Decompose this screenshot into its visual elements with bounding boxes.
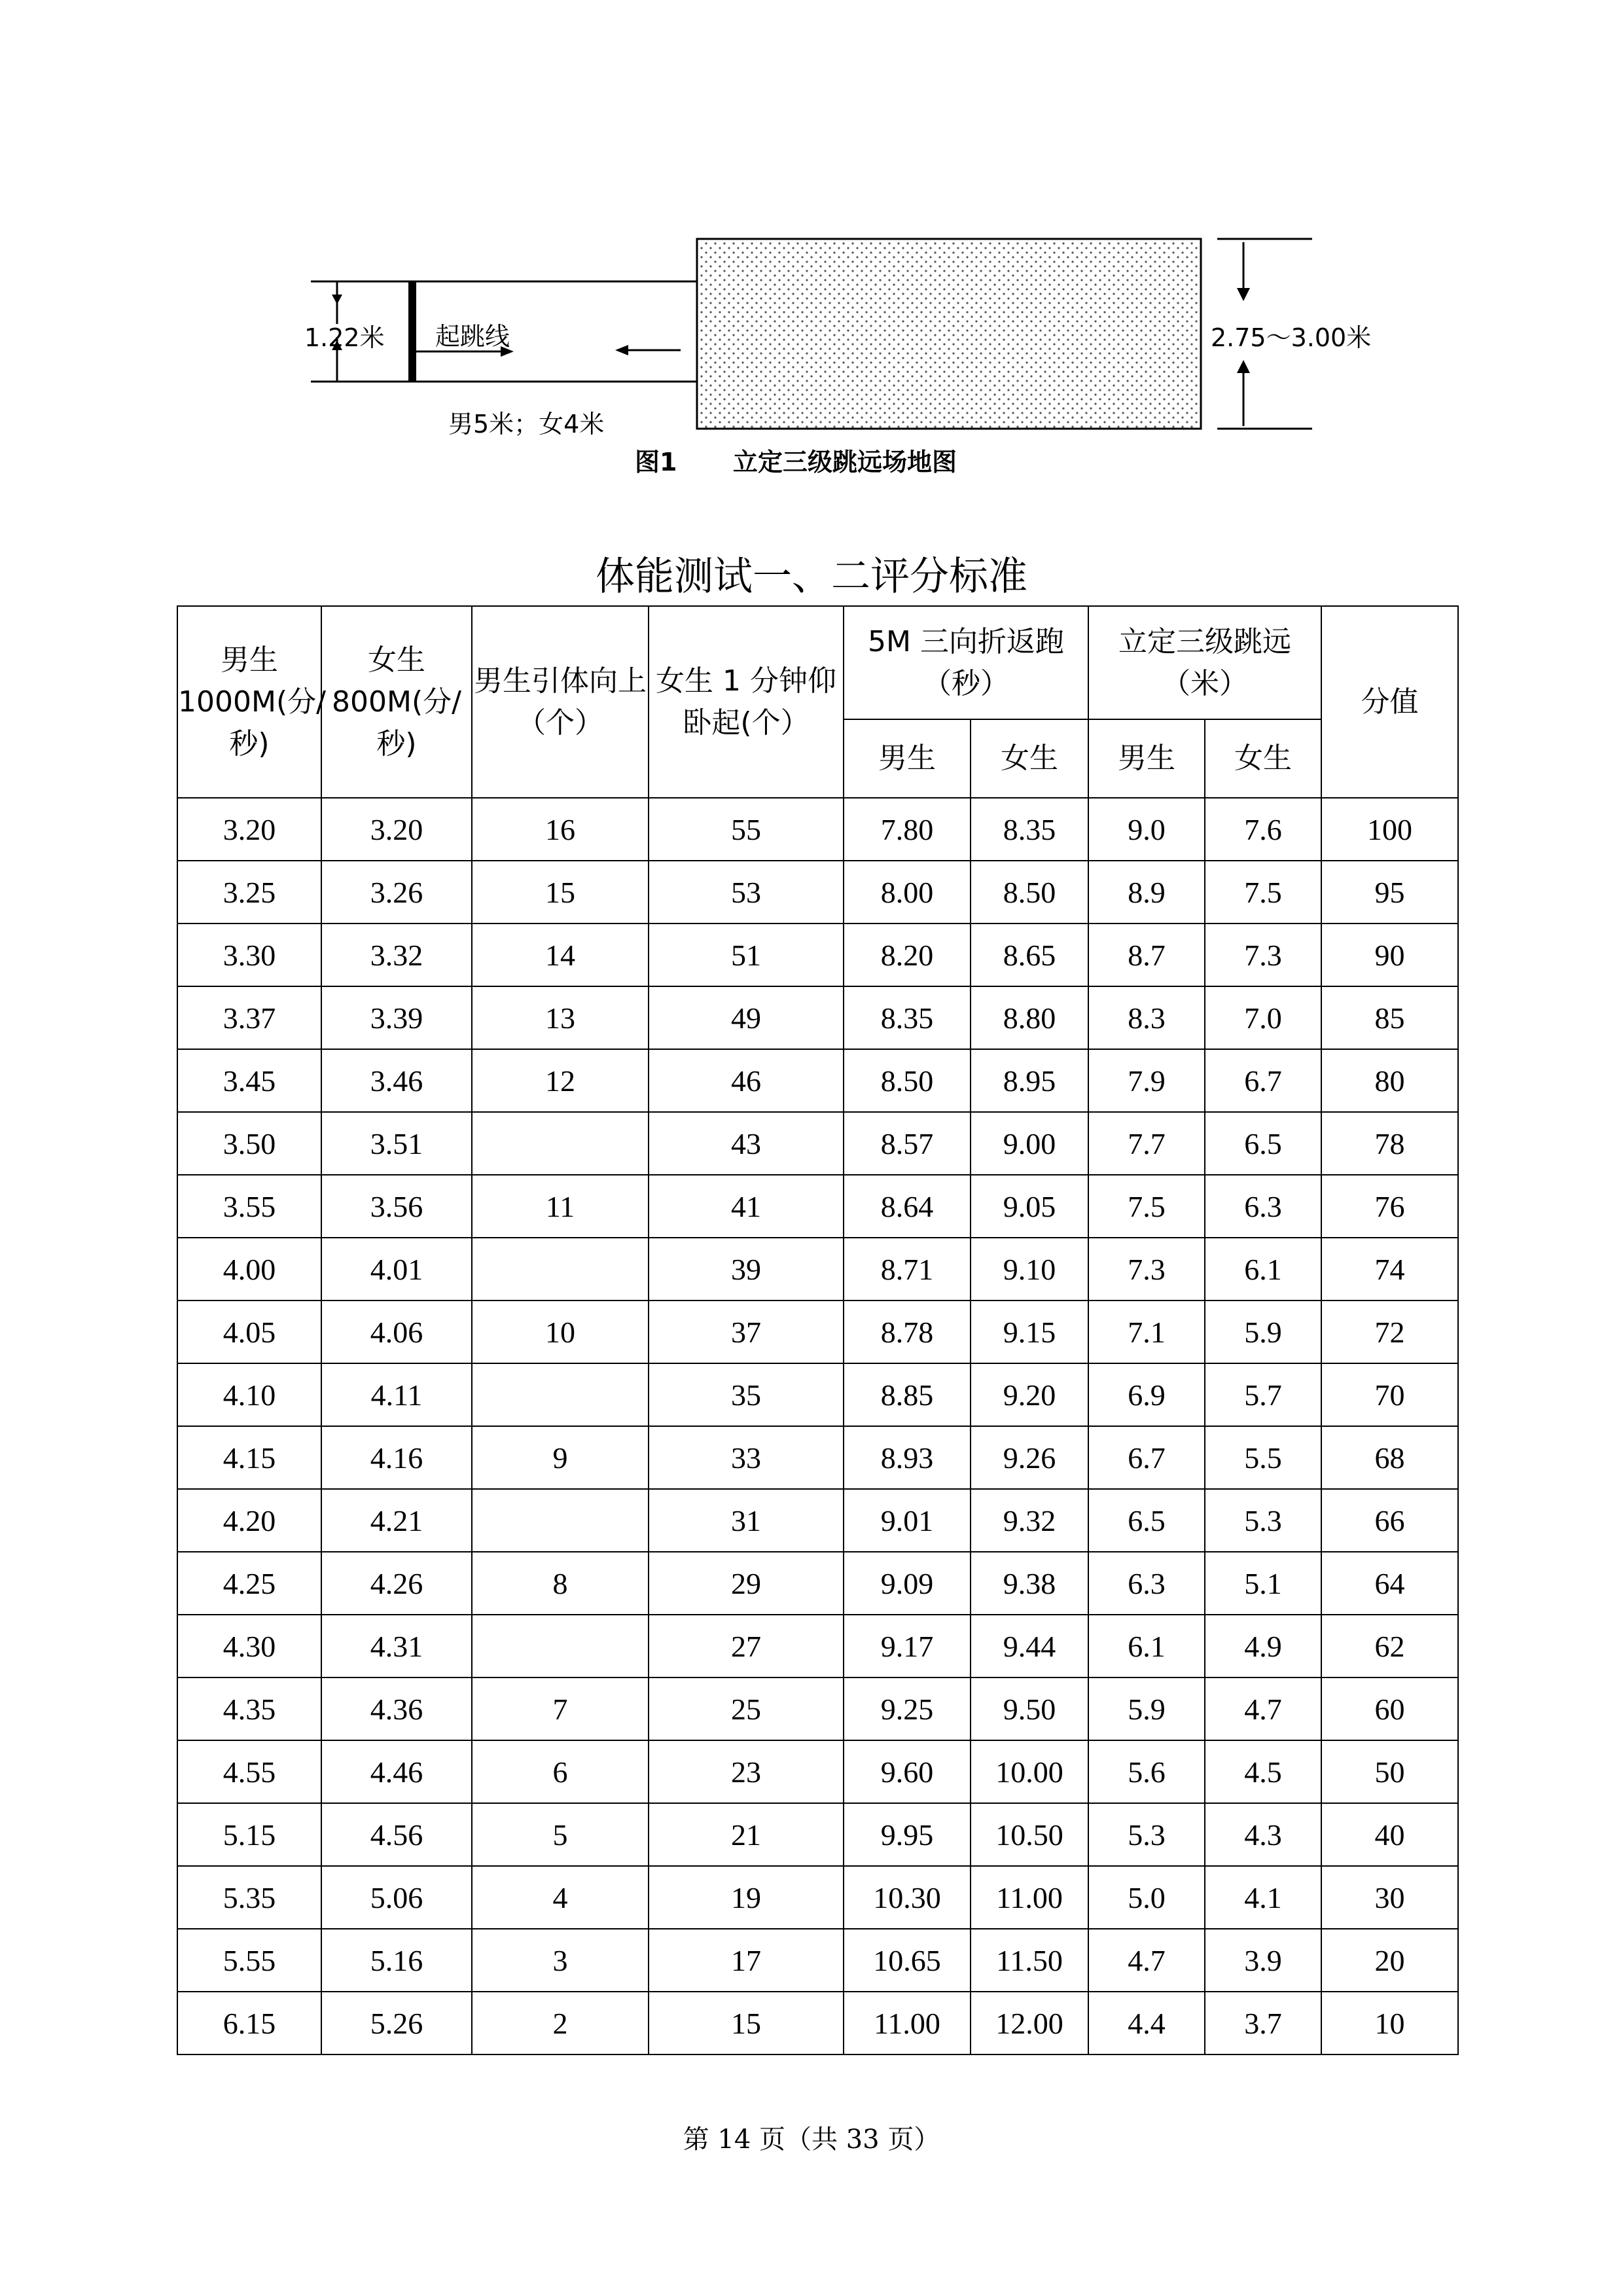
table-cell: 3.45 <box>177 1049 321 1112</box>
table-row <box>177 1866 1458 1929</box>
table-cell: 4.30 <box>177 1615 321 1677</box>
start-line-bar <box>408 281 416 382</box>
table-cell <box>472 1615 649 1677</box>
table-cell: 4.36 <box>321 1677 472 1740</box>
table-row <box>177 1238 1458 1300</box>
table-cell: 8.71 <box>844 1238 971 1300</box>
table-cell: 5.15 <box>177 1803 321 1866</box>
table-cell: 10 <box>472 1300 649 1363</box>
jump-field-figure <box>301 232 1387 488</box>
table-cell: 8.80 <box>971 986 1088 1049</box>
pit-width-label: 2.75～3.00米 <box>1211 323 1372 352</box>
table-cell: 15 <box>472 861 649 924</box>
table-cell: 5.06 <box>321 1866 472 1929</box>
table-cell: 5.16 <box>321 1929 472 1992</box>
table-cell: 10 <box>1321 1992 1458 2054</box>
table-cell: 7 <box>472 1677 649 1740</box>
table-cell: 5.0 <box>1088 1866 1205 1929</box>
table-cell: 9.0 <box>1088 798 1205 861</box>
header-female-situp: 女生 1 分钟仰卧起(个） <box>649 606 844 798</box>
table-cell: 19 <box>649 1866 844 1929</box>
table-cell: 4.16 <box>321 1426 472 1489</box>
table-row <box>177 798 1458 861</box>
table-cell: 5.3 <box>1088 1803 1205 1866</box>
table-cell: 8.50 <box>844 1049 971 1112</box>
table-row <box>177 986 1458 1049</box>
width-arrow-up-icon <box>1237 360 1250 373</box>
table-cell: 43 <box>649 1112 844 1175</box>
table-cell <box>472 1112 649 1175</box>
table-cell: 10.00 <box>971 1740 1088 1803</box>
table-cell: 5.26 <box>321 1992 472 2054</box>
table-cell: 6.5 <box>1088 1489 1205 1552</box>
table-cell: 6.1 <box>1205 1238 1321 1300</box>
table-cell: 6.9 <box>1088 1363 1205 1426</box>
table-cell: 4.01 <box>321 1238 472 1300</box>
table-cell: 4 <box>472 1866 649 1929</box>
table-cell: 3.46 <box>321 1049 472 1112</box>
table-cell: 5.35 <box>177 1866 321 1929</box>
table-cell: 11 <box>472 1175 649 1238</box>
table-cell: 9.15 <box>971 1300 1088 1363</box>
table-cell: 8.00 <box>844 861 971 924</box>
table-cell: 2 <box>472 1992 649 2054</box>
pit-arrow-icon <box>615 345 628 355</box>
table-row <box>177 1300 1458 1363</box>
table-row <box>177 1426 1458 1489</box>
table-row <box>177 1929 1458 1992</box>
table-cell: 4.20 <box>177 1489 321 1552</box>
header-female-800m: 女生800M(分/秒) <box>321 606 472 798</box>
header-score: 分值 <box>1321 606 1458 798</box>
table-cell <box>472 1363 649 1426</box>
table-cell: 37 <box>649 1300 844 1363</box>
table-cell: 5.9 <box>1088 1677 1205 1740</box>
table-cell: 8.65 <box>971 924 1088 986</box>
table-row <box>177 1363 1458 1426</box>
table-row <box>177 1489 1458 1552</box>
table-cell: 31 <box>649 1489 844 1552</box>
table-cell: 27 <box>649 1615 844 1677</box>
start-line-label: 起跳线 <box>435 322 510 351</box>
header-shuttle-5m: 5M 三向折返跑（秒） <box>844 606 1088 719</box>
table-cell: 7.3 <box>1088 1238 1205 1300</box>
table-cell: 39 <box>649 1238 844 1300</box>
table-cell: 10.65 <box>844 1929 971 1992</box>
table-cell: 3.9 <box>1205 1929 1321 1992</box>
table-cell: 41 <box>649 1175 844 1238</box>
table-row <box>177 861 1458 924</box>
table-cell: 6.1 <box>1088 1615 1205 1677</box>
table-cell: 3.25 <box>177 861 321 924</box>
table-cell: 53 <box>649 861 844 924</box>
table-cell: 29 <box>649 1552 844 1615</box>
table-cell: 9.26 <box>971 1426 1088 1489</box>
table-cell: 76 <box>1321 1175 1458 1238</box>
table-cell: 9.10 <box>971 1238 1088 1300</box>
table-row <box>177 924 1458 986</box>
table-cell: 9.95 <box>844 1803 971 1866</box>
table-cell: 90 <box>1321 924 1458 986</box>
table-cell: 4.15 <box>177 1426 321 1489</box>
table-cell: 72 <box>1321 1300 1458 1363</box>
table-cell: 62 <box>1321 1615 1458 1677</box>
table-row <box>177 1049 1458 1112</box>
table-cell: 8.50 <box>971 861 1088 924</box>
subheader-female: 女生 <box>971 719 1088 798</box>
table-cell: 6.3 <box>1088 1552 1205 1615</box>
table-cell: 8.93 <box>844 1426 971 1489</box>
table-cell: 8.85 <box>844 1363 971 1426</box>
table-cell: 9.60 <box>844 1740 971 1803</box>
table-cell: 80 <box>1321 1049 1458 1112</box>
table-cell: 4.06 <box>321 1300 472 1363</box>
table-title: 体能测试一、二评分标准 <box>596 554 1027 600</box>
table-cell: 3.39 <box>321 986 472 1049</box>
table-cell: 8.35 <box>844 986 971 1049</box>
table-cell: 10.50 <box>971 1803 1088 1866</box>
table-cell: 9.17 <box>844 1615 971 1677</box>
subheader-female: 女生 <box>1205 719 1321 798</box>
table-cell: 8.57 <box>844 1112 971 1175</box>
table-cell: 9.38 <box>971 1552 1088 1615</box>
table-cell: 13 <box>472 986 649 1049</box>
table-cell: 8.3 <box>1088 986 1205 1049</box>
table-cell: 7.6 <box>1205 798 1321 861</box>
table-cell: 3.7 <box>1205 1992 1321 2054</box>
table-cell: 78 <box>1321 1112 1458 1175</box>
table-cell: 16 <box>472 798 649 861</box>
table-cell: 4.1 <box>1205 1866 1321 1929</box>
table-cell: 4.9 <box>1205 1615 1321 1677</box>
table-cell: 8.64 <box>844 1175 971 1238</box>
table-cell: 49 <box>649 986 844 1049</box>
table-cell: 6.5 <box>1205 1112 1321 1175</box>
table-cell: 6.3 <box>1205 1175 1321 1238</box>
table-cell: 74 <box>1321 1238 1458 1300</box>
table-cell: 9.50 <box>971 1677 1088 1740</box>
header-male-pullup: 男生引体向上（个） <box>472 606 649 798</box>
table-cell: 23 <box>649 1740 844 1803</box>
table-cell: 25 <box>649 1677 844 1740</box>
table-cell <box>472 1489 649 1552</box>
distance-label: 男5米；女4米 <box>448 410 605 439</box>
table-cell: 3.55 <box>177 1175 321 1238</box>
table-cell: 4.10 <box>177 1363 321 1426</box>
table-cell: 4.5 <box>1205 1740 1321 1803</box>
table-row <box>177 1175 1458 1238</box>
table-cell: 11.50 <box>971 1929 1088 1992</box>
page-footer: 第 14 页（共 33 页） <box>683 2125 940 2155</box>
table-cell: 68 <box>1321 1426 1458 1489</box>
table-cell: 85 <box>1321 986 1458 1049</box>
table-cell: 5.5 <box>1205 1426 1321 1489</box>
table-cell: 7.1 <box>1088 1300 1205 1363</box>
table-row <box>177 1615 1458 1677</box>
table-cell: 5 <box>472 1803 649 1866</box>
table-cell: 21 <box>649 1803 844 1866</box>
table-cell: 4.4 <box>1088 1992 1205 2054</box>
table-cell: 3.50 <box>177 1112 321 1175</box>
table-cell: 11.00 <box>844 1992 971 2054</box>
table-cell <box>472 1238 649 1300</box>
table-cell: 3.20 <box>177 798 321 861</box>
table-cell: 7.3 <box>1205 924 1321 986</box>
table-cell: 8.20 <box>844 924 971 986</box>
table-cell: 3.51 <box>321 1112 472 1175</box>
table-cell: 4.56 <box>321 1803 472 1866</box>
width-arrow-down-icon <box>1237 288 1250 301</box>
table-cell: 50 <box>1321 1740 1458 1803</box>
table-cell: 5.6 <box>1088 1740 1205 1803</box>
height-label: 1.22米 <box>304 323 385 352</box>
table-cell: 9.00 <box>971 1112 1088 1175</box>
table-cell: 9.09 <box>844 1552 971 1615</box>
table-row <box>177 1740 1458 1803</box>
figure-caption-text: 立定三级跳远场地图 <box>733 448 957 476</box>
subheader-male: 男生 <box>844 719 971 798</box>
table-cell: 100 <box>1321 798 1458 861</box>
table-cell: 9 <box>472 1426 649 1489</box>
table-cell: 9.25 <box>844 1677 971 1740</box>
table-row <box>177 1552 1458 1615</box>
table-cell: 17 <box>649 1929 844 1992</box>
table-cell: 5.3 <box>1205 1489 1321 1552</box>
table-cell: 12.00 <box>971 1992 1088 2054</box>
table-cell: 8.7 <box>1088 924 1205 986</box>
table-cell: 4.21 <box>321 1489 472 1552</box>
table-cell: 4.31 <box>321 1615 472 1677</box>
table-cell: 4.35 <box>177 1677 321 1740</box>
table-cell: 5.1 <box>1205 1552 1321 1615</box>
table-row <box>177 1112 1458 1175</box>
table-cell: 7.0 <box>1205 986 1321 1049</box>
table-cell: 8.35 <box>971 798 1088 861</box>
table-cell: 8 <box>472 1552 649 1615</box>
table-cell: 12 <box>472 1049 649 1112</box>
table-cell: 46 <box>649 1049 844 1112</box>
table-cell: 8.9 <box>1088 861 1205 924</box>
table-cell: 33 <box>649 1426 844 1489</box>
table-cell: 40 <box>1321 1803 1458 1866</box>
table-cell: 4.46 <box>321 1740 472 1803</box>
table-cell: 6.7 <box>1205 1049 1321 1112</box>
table-cell: 20 <box>1321 1929 1458 1992</box>
table-cell: 64 <box>1321 1552 1458 1615</box>
header-male-1000m: 男生1000M(分/秒) <box>177 606 321 798</box>
table-cell: 3 <box>472 1929 649 1992</box>
table-cell: 7.7 <box>1088 1112 1205 1175</box>
table-cell: 66 <box>1321 1489 1458 1552</box>
table-cell: 8.95 <box>971 1049 1088 1112</box>
table-row <box>177 1992 1458 2054</box>
table-row <box>177 1677 1458 1740</box>
table-cell: 4.55 <box>177 1740 321 1803</box>
table-cell: 11.00 <box>971 1866 1088 1929</box>
table-cell: 9.01 <box>844 1489 971 1552</box>
table-cell: 5.7 <box>1205 1363 1321 1426</box>
table-cell: 4.3 <box>1205 1803 1321 1866</box>
table-cell: 9.32 <box>971 1489 1088 1552</box>
table-cell: 3.37 <box>177 986 321 1049</box>
table-cell: 7.5 <box>1088 1175 1205 1238</box>
table-cell: 5.55 <box>177 1929 321 1992</box>
table-cell: 60 <box>1321 1677 1458 1740</box>
table-cell: 10.30 <box>844 1866 971 1929</box>
table-cell: 30 <box>1321 1866 1458 1929</box>
table-cell: 35 <box>649 1363 844 1426</box>
subheader-male: 男生 <box>1088 719 1205 798</box>
table-cell: 4.00 <box>177 1238 321 1300</box>
table-cell: 4.7 <box>1205 1677 1321 1740</box>
table-cell: 4.05 <box>177 1300 321 1363</box>
table-cell: 3.56 <box>321 1175 472 1238</box>
table-cell: 3.32 <box>321 924 472 986</box>
table-cell: 51 <box>649 924 844 986</box>
table-cell: 7.80 <box>844 798 971 861</box>
table-cell: 8.78 <box>844 1300 971 1363</box>
table-cell: 9.44 <box>971 1615 1088 1677</box>
table-cell: 7.9 <box>1088 1049 1205 1112</box>
table-cell: 9.05 <box>971 1175 1088 1238</box>
table-cell: 14 <box>472 924 649 986</box>
landing-pit <box>697 239 1201 429</box>
table-cell: 6 <box>472 1740 649 1803</box>
table-cell: 95 <box>1321 861 1458 924</box>
table-cell: 4.7 <box>1088 1929 1205 1992</box>
table-cell: 6.15 <box>177 1992 321 2054</box>
table-cell: 3.26 <box>321 861 472 924</box>
table-cell: 9.20 <box>971 1363 1088 1426</box>
table-cell: 55 <box>649 798 844 861</box>
scoring-table <box>177 605 1459 2055</box>
table-cell: 4.26 <box>321 1552 472 1615</box>
table-cell: 15 <box>649 1992 844 2054</box>
table-cell: 5.9 <box>1205 1300 1321 1363</box>
table-cell: 4.11 <box>321 1363 472 1426</box>
table-cell: 3.30 <box>177 924 321 986</box>
table-cell: 6.7 <box>1088 1426 1205 1489</box>
table-cell: 70 <box>1321 1363 1458 1426</box>
table-cell: 4.25 <box>177 1552 321 1615</box>
table-cell: 7.5 <box>1205 861 1321 924</box>
table-row <box>177 1803 1458 1866</box>
header-triple-jump: 立定三级跳远（米） <box>1088 606 1321 719</box>
table-cell: 3.20 <box>321 798 472 861</box>
figure-caption-number: 图1 <box>635 448 677 476</box>
